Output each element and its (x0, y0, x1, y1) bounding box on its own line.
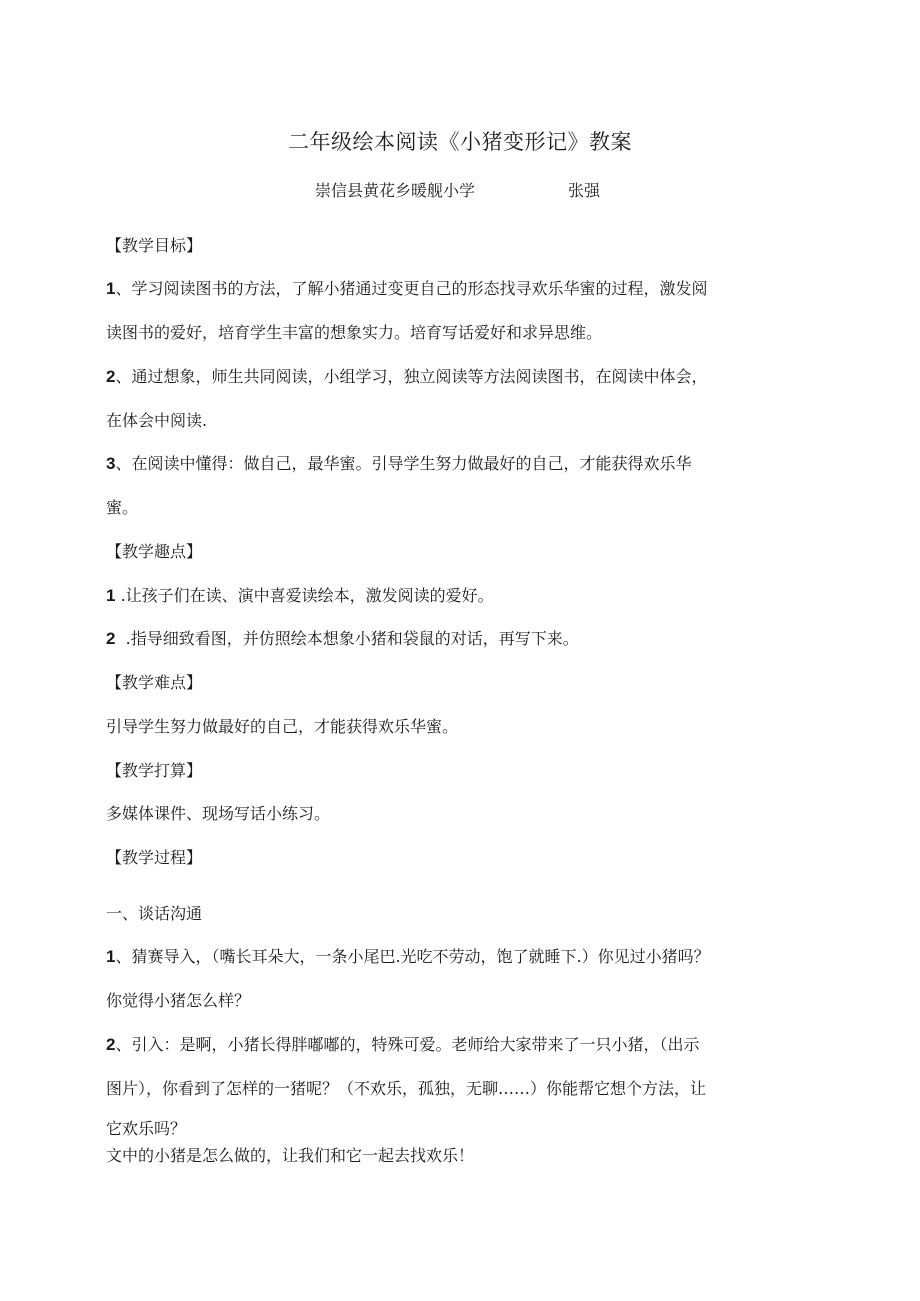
interest-heading: 【教学趣点】 (106, 542, 203, 561)
step-2-line-1 (106, 1032, 699, 1055)
goal-2-text-1: 、通过想象，师生共同阅读，小组学习，独立阅读等方法阅读图书，在阅读中体会， (115, 367, 708, 386)
author-name: 张强 (568, 181, 601, 200)
goal-3-number: 3 (106, 454, 116, 473)
goal-1-number: 1 (106, 279, 116, 298)
step-2-number: 2 (106, 1035, 116, 1054)
goal-3-text-1: 、在阅读中懂得：做自己，最华蜜。引导学生努力做最好的自己，才能获得欢乐华 (115, 454, 692, 473)
step-1-question: 你见过小猪吗？ (597, 947, 710, 966)
step-1-line-1 (106, 944, 710, 967)
process-heading: 【教学过程】 (106, 848, 203, 867)
goal-1-text-1: 、学习阅读图书的方法，了解小猪通过变更自己的形态找寻欢乐华蜜的过程，激发阅 (115, 279, 708, 298)
step-1-line-2: 你觉得小猪怎么样？ (106, 991, 251, 1010)
prep-heading: 【教学打算】 (106, 761, 203, 780)
goal-3-line-2: 蜜。 (106, 498, 139, 517)
goals-heading: 【教学目标】 (106, 236, 203, 255)
step-1-number: 1 (106, 947, 116, 966)
part-1-heading: 一、谈话沟通 (106, 904, 203, 923)
goal-2-line-1 (106, 364, 707, 387)
goal-3-line-1 (106, 451, 691, 474)
interest-2-text: .指导细致看图，并仿照绘本想象小猪和袋鼠的对话，再写下来。 (125, 629, 579, 648)
interest-2 (106, 626, 579, 649)
goal-2-number: 2 (106, 367, 116, 386)
difficulty-heading: 【教学难点】 (106, 673, 203, 692)
interest-1-text: .让孩子们在读、演中喜爱读绘本，激发阅读的爱好。 (120, 586, 494, 605)
goal-2-line-2: 在体会中阅读. (106, 411, 208, 430)
prep-text: 多媒体课件、现场写话小练习。 (106, 804, 331, 823)
goal-1-line-1 (106, 276, 707, 299)
goal-1-line-2: 读图书的爱好，培育学生丰富的想象实力。培育写话爱好和求异思维。 (106, 323, 603, 342)
difficulty-text: 引导学生努力做最好的自己，才能获得欢乐华蜜。 (106, 717, 459, 736)
interest-1 (106, 583, 494, 606)
step-1-riddle: 、猜赛导入，（嘴长耳朵大，一条小尾巴.光吃不劳动，饱了就睡下.） (115, 947, 598, 966)
closing-line: 文中的小猪是怎么做的，让我们和它一起去找欢乐！ (106, 1146, 475, 1165)
step-2-line-2: 图片），你看到了怎样的一猪呢？（不欢乐，孤独，无聊……）你能帮它想个方法，让 (106, 1079, 707, 1098)
school-name: 崇信县黄花乡暖舰小学 (315, 181, 476, 200)
step-2-line-3: 它欢乐吗？ (106, 1119, 187, 1138)
step-2-text-1: 、引入：是啊，小猪长得胖嘟嘟的，特殊可爱。老师给大家带来了一只小猪，（出示 (115, 1035, 700, 1054)
document-title: 二年级绘本阅读《小猪变形记》教案 (288, 130, 632, 154)
interest-1-number: 1 (106, 586, 116, 605)
interest-2-number: 2 (106, 629, 116, 648)
